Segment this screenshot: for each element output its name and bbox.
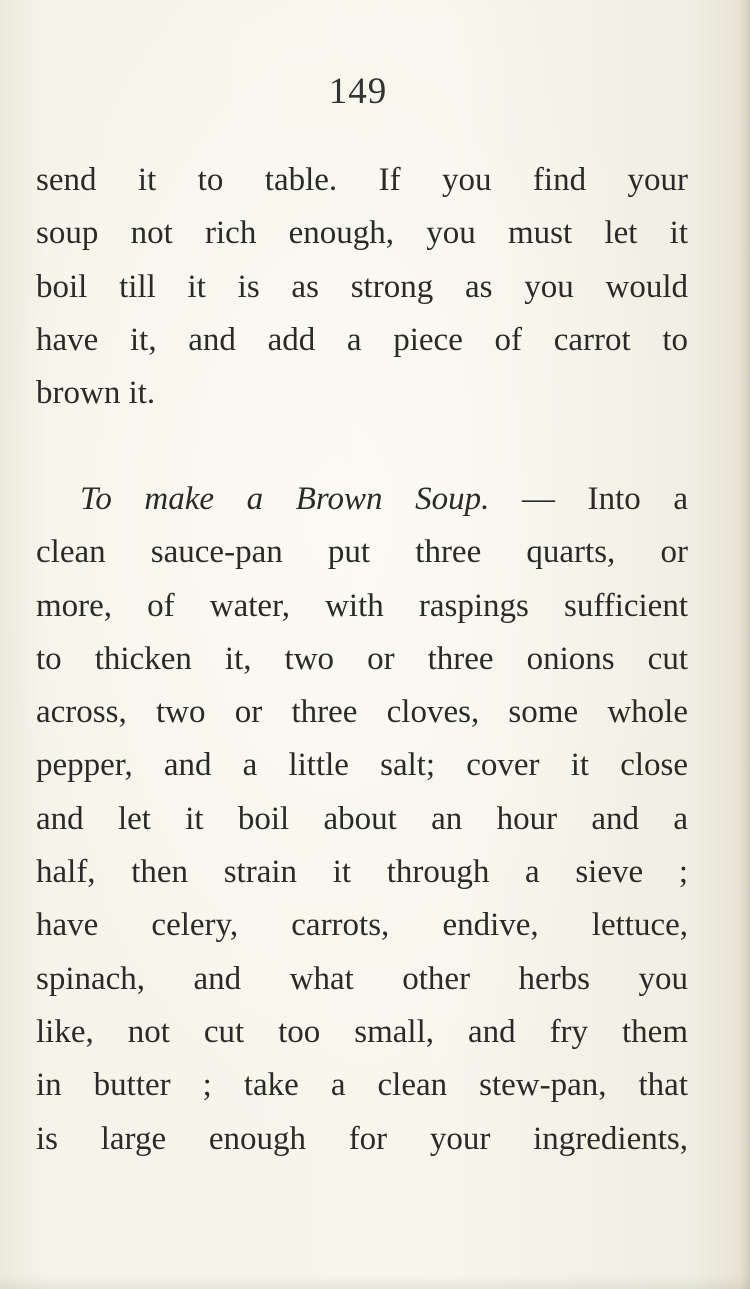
text-line: across, two or three cloves, some whole: [36, 694, 688, 731]
recipe-heading: To make a Brown Soup.: [80, 481, 490, 517]
text-line: and let it boil about an hour and a: [36, 800, 688, 837]
text-line: in butter ; take a clean stew-pan, that: [36, 1067, 688, 1104]
text-line: spinach, and what other herbs you: [36, 960, 688, 997]
text-line: clean sauce-pan put three quarts, or: [36, 534, 688, 571]
text-line: to thicken it, two or three onions cut: [36, 640, 688, 677]
text-line: pepper, and a little salt; cover it close: [36, 747, 688, 784]
recipe-first-line-text: Into a: [555, 481, 689, 517]
page-number: 149: [328, 71, 388, 112]
text-line: half, then strain it through a sieve ;: [36, 854, 688, 891]
text-line: have celery, carrots, endive, lettuce,: [36, 907, 688, 944]
text-line: have it, and add a piece of carrot to: [36, 321, 688, 358]
text-line: boil till it is as strong as you would: [36, 268, 688, 305]
em-dash: —: [489, 481, 555, 517]
page-bottom-shadow: [0, 1275, 750, 1289]
text-line: brown it.: [36, 375, 156, 412]
text-line: like, not cut too small, and fry them: [36, 1013, 688, 1050]
text-line: more, of water, with raspings sufficient: [36, 587, 688, 624]
recipe-first-line: [36, 473, 688, 526]
brown-soup-recipe: [36, 473, 688, 1166]
text-line: send it to table. If you find your: [36, 162, 688, 198]
text-line: soup not rich enough, you must let it: [36, 215, 688, 252]
continuation-paragraph: [36, 154, 688, 420]
text-line: is large enough for your ingredients,: [36, 1120, 688, 1157]
page-edge-shadow: [740, 0, 750, 1289]
